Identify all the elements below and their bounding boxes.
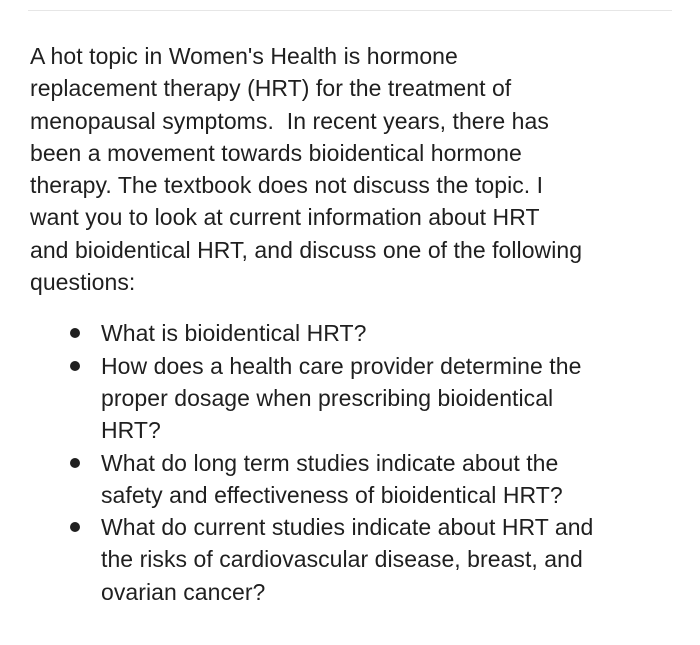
question-item bbox=[101, 350, 675, 447]
question-item bbox=[101, 317, 675, 349]
intro-line: want you to look at current information about HRT bbox=[30, 204, 540, 231]
question-line: What do current studies indicate about HRT and bbox=[101, 514, 594, 541]
question-line: HRT? bbox=[101, 417, 161, 444]
question-line: ovarian cancer? bbox=[101, 578, 266, 605]
bullet-dot-icon bbox=[70, 458, 80, 468]
question-list bbox=[30, 317, 675, 608]
intro-paragraph bbox=[30, 40, 675, 298]
question-item bbox=[101, 447, 675, 512]
question-line: How does a health care provider determine the bbox=[101, 352, 582, 379]
bullet-dot-icon bbox=[70, 328, 80, 338]
question-line: proper dosage when prescribing bioidentical bbox=[101, 384, 554, 411]
intro-line: replacement therapy (HRT) for the treatment of bbox=[30, 75, 512, 102]
intro-line: therapy. The textbook does not discuss the topic. I bbox=[30, 172, 544, 199]
question-line: the risks of cardiovascular disease, breast, and bbox=[101, 546, 583, 573]
intro-line: A hot topic in Women's Health is hormone bbox=[30, 43, 458, 69]
bullet-dot-icon bbox=[70, 522, 80, 532]
intro-line: questions: bbox=[30, 269, 136, 296]
intro-line: been a movement towards bioidentical hormone bbox=[30, 139, 522, 166]
assignment-content bbox=[30, 40, 675, 608]
question-item bbox=[101, 511, 675, 608]
question-line: safety and effectiveness of bioidentical HRT? bbox=[101, 481, 563, 508]
question-line: What do long term studies indicate about the bbox=[101, 449, 559, 476]
intro-line: and bioidentical HRT, and discuss one of the following bbox=[30, 236, 583, 263]
question-line: What is bioidentical HRT? bbox=[101, 320, 367, 347]
bullet-dot-icon bbox=[70, 361, 80, 371]
top-divider bbox=[28, 10, 672, 11]
intro-line: menopausal symptoms. In recent years, there has bbox=[30, 107, 549, 134]
